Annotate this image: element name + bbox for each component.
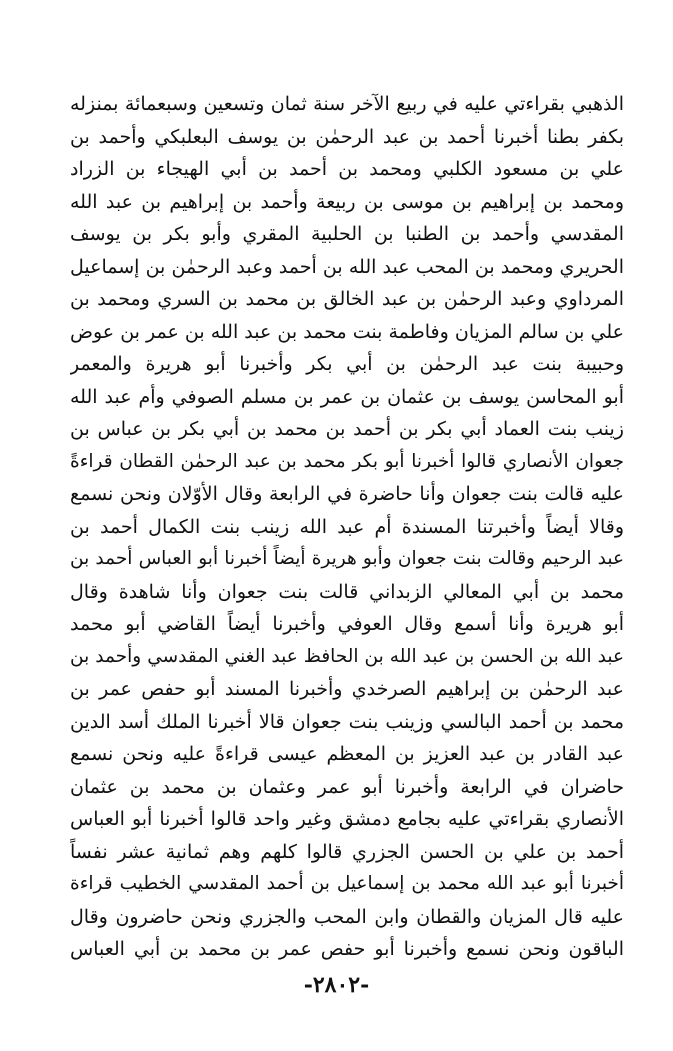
text-line: عليه قالت بنت جعوان وأنا حاضرة في الرابعة وقال الأوّلان ونحن نسمع	[70, 483, 624, 505]
text-line: محمد بن أحمد البالسي وزينب بنت جعوان قالا أخبرنا الملك أسد الدين	[70, 710, 624, 733]
text-line: علي بن مسعود الكلبي ومحمد بن أحمد بن أبي الهيجاء بن الزراد	[70, 158, 624, 180]
text-line: محمد بن أبي المعالي الزبداني قالت بنت جعوان وأنا شاهدة وقال	[70, 580, 624, 603]
text-line: المقدسي وأحمد بن الطنبا بن الحلبية المقري وأبو بكر بن يوسف	[70, 223, 624, 245]
text-line: جعوان الأنصاري قالوا أخبرنا أبو بكر محمد بن عبد الرحمٰن القطان قراءةً	[70, 450, 624, 472]
body-text	[70, 88, 624, 966]
text-line: ومحمد بن إبراهيم بن موسى بن ربيعة وأحمد بن إبراهيم بن عبد الله	[70, 190, 624, 213]
text-line: الذهبي بقراءتي عليه في ربيع الآخر سنة ثمان وتسعين وسبعمائة بمنزله	[70, 93, 624, 115]
text-line: أحمد بن علي بن الحسن الجزري قالوا كلهم وهم ثمانية عشر نفساً	[70, 840, 624, 863]
text-line: وقالا أيضاً وأخبرتنا المسندة أم عبد الله زينب بنت الكمال أحمد بن	[70, 515, 624, 538]
text-line: أبو المحاسن يوسف بن عثمان بن عمر بن مسلم الصوفي وأم عبد الله	[70, 385, 624, 408]
text-line: زينب بنت العماد أبي بكر بن أحمد بن محمد بن أبي بكر بن عباس بن	[70, 418, 624, 440]
text-line: عبد الرحمٰن بن إبراهيم الصرخدي وأخبرنا المسند أبو حفص عمر بن	[70, 678, 624, 700]
page-number: -٢٨٠٢-	[303, 972, 370, 998]
text-line: عبد القادر بن عبد العزيز بن المعظم عيسى قراءةً عليه ونحن نسمع	[70, 743, 624, 765]
text-line: حاضران في الرابعة وأخبرنا أبو عمر وعثمان بن محمد بن عثمان	[70, 775, 624, 798]
text-line: أخبرنا أبو عبد الله محمد بن إسماعيل بن أحمد المقدسي الخطيب قراءة	[70, 873, 624, 894]
text-line: بكفر بطنا أخبرنا أحمد بن عبد الرحمٰن بن يوسف البعلبكي وأحمد بن	[70, 125, 624, 148]
text-line: الحريري ومحمد بن المحب عبد الله بن أحمد وعبد الرحمٰن بن إسماعيل	[70, 255, 624, 278]
text-line: وحبيبة بنت عبد الرحمٰن بن أبي بكر وأخبرنا أبو هريرة والمعمر	[70, 353, 624, 375]
text-line: الباقون ونحن نسمع وأخبرنا أبو حفص عمر بن محمد بن أبي العباس	[70, 938, 624, 960]
text-line: علي بن سالم المزيان وفاطمة بنت محمد بن عبد الله بن عمر بن عوض	[70, 320, 624, 343]
text-line: الأنصاري بقراءتي عليه بجامع دمشق وغير واحد قالوا أخبرنا أبو العباس	[70, 808, 624, 830]
text-line: عليه قال المزيان والقطان وابن المحب والجزري ونحن حاضرون وقال	[70, 905, 624, 928]
text-line: عبد الرحيم وقالت بنت جعوان وأبو هريرة أيضاً أخبرنا أبو العباس أحمد بن	[70, 548, 624, 569]
text-line: عبد الله بن الحسن بن عبد الله بن الحافظ عبد الغني المقدسي وأحمد بن	[70, 645, 624, 667]
text-line: أبو هريرة وأنا أسمع وقال العوفي وأخبرنا أيضاً القاضي أبو محمد	[70, 613, 624, 635]
text-line: المرداوي وعبد الرحمٰن بن عبد الخالق بن محمد بن السري ومحمد بن	[70, 288, 624, 310]
